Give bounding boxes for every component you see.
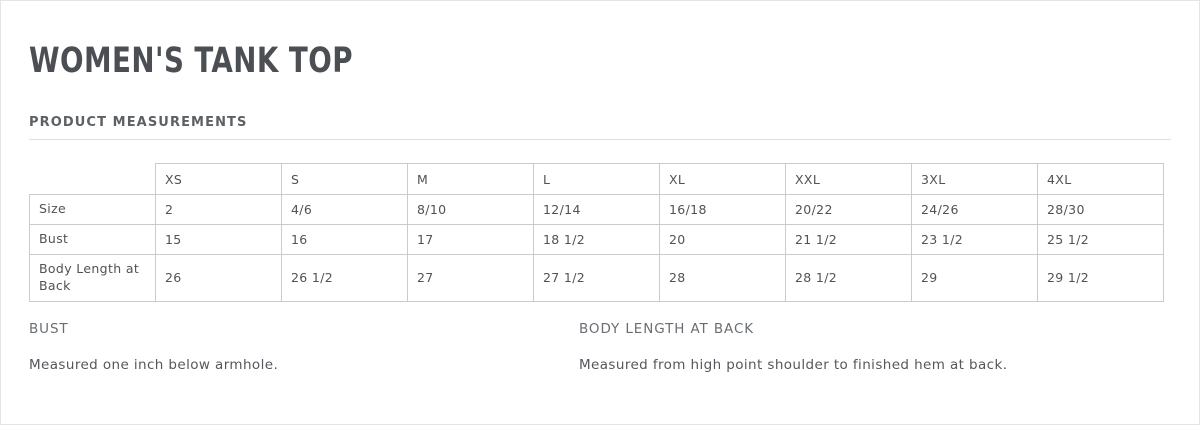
cell-length-xxl: 28 1/2 [786, 254, 912, 301]
cell-bust-s: 16 [282, 224, 408, 254]
table-header-xl: XL [660, 164, 786, 195]
note-body-length-body: Measured from high point shoulder to finished hem at back. [579, 357, 1008, 373]
page-title: WOMEN'S TANK TOP [29, 41, 353, 81]
cell-length-m: 27 [408, 254, 534, 301]
note-body-length-at-back [579, 321, 1007, 373]
note-bust-title: BUST [29, 321, 69, 337]
cell-bust-m: 17 [408, 224, 534, 254]
cell-size-l: 12/14 [534, 195, 660, 225]
cell-size-s: 4/6 [282, 195, 408, 225]
note-bust-body: Measured one inch below armhole. [29, 357, 279, 373]
cell-bust-xl: 20 [660, 224, 786, 254]
cell-length-xs: 26 [156, 254, 282, 301]
cell-size-4xl: 28/30 [1038, 195, 1164, 225]
table-header-4xl: 4XL [1038, 164, 1164, 195]
cell-bust-3xl: 23 1/2 [912, 224, 1038, 254]
table-row [30, 195, 1164, 225]
cell-size-xl: 16/18 [660, 195, 786, 225]
cell-size-xxl: 20/22 [786, 195, 912, 225]
table-header-m: M [408, 164, 534, 195]
cell-length-s: 26 1/2 [282, 254, 408, 301]
cell-length-xl: 28 [660, 254, 786, 301]
cell-bust-4xl: 25 1/2 [1038, 224, 1164, 254]
content-area [29, 25, 1171, 406]
table-header-xxl: XXL [786, 164, 912, 195]
note-body-length-title: BODY LENGTH AT BACK [579, 321, 755, 337]
table-header-xs: XS [156, 164, 282, 195]
table-header-row [30, 164, 1164, 195]
cell-length-l: 27 1/2 [534, 254, 660, 301]
table-row [30, 254, 1164, 301]
table-row [30, 224, 1164, 254]
row-label-body-length-at-back: Body Length at Back [30, 254, 156, 301]
cell-bust-xs: 15 [156, 224, 282, 254]
cell-length-4xl: 29 1/2 [1038, 254, 1164, 301]
cell-bust-l: 18 1/2 [534, 224, 660, 254]
row-label-size: Size [30, 195, 156, 225]
measurements-table [29, 163, 1164, 302]
table-header-corner [30, 164, 156, 195]
table-header-3xl: 3XL [912, 164, 1038, 195]
table-header-s: S [282, 164, 408, 195]
cell-bust-xxl: 21 1/2 [786, 224, 912, 254]
section-heading-product-measurements: PRODUCT MEASUREMENTS [29, 115, 248, 130]
row-label-bust: Bust [30, 224, 156, 254]
cell-size-m: 8/10 [408, 195, 534, 225]
table-header-l: L [534, 164, 660, 195]
cell-length-3xl: 29 [912, 254, 1038, 301]
cell-size-xs: 2 [156, 195, 282, 225]
section-divider [29, 139, 1171, 140]
note-bust [29, 321, 278, 373]
cell-size-3xl: 24/26 [912, 195, 1038, 225]
